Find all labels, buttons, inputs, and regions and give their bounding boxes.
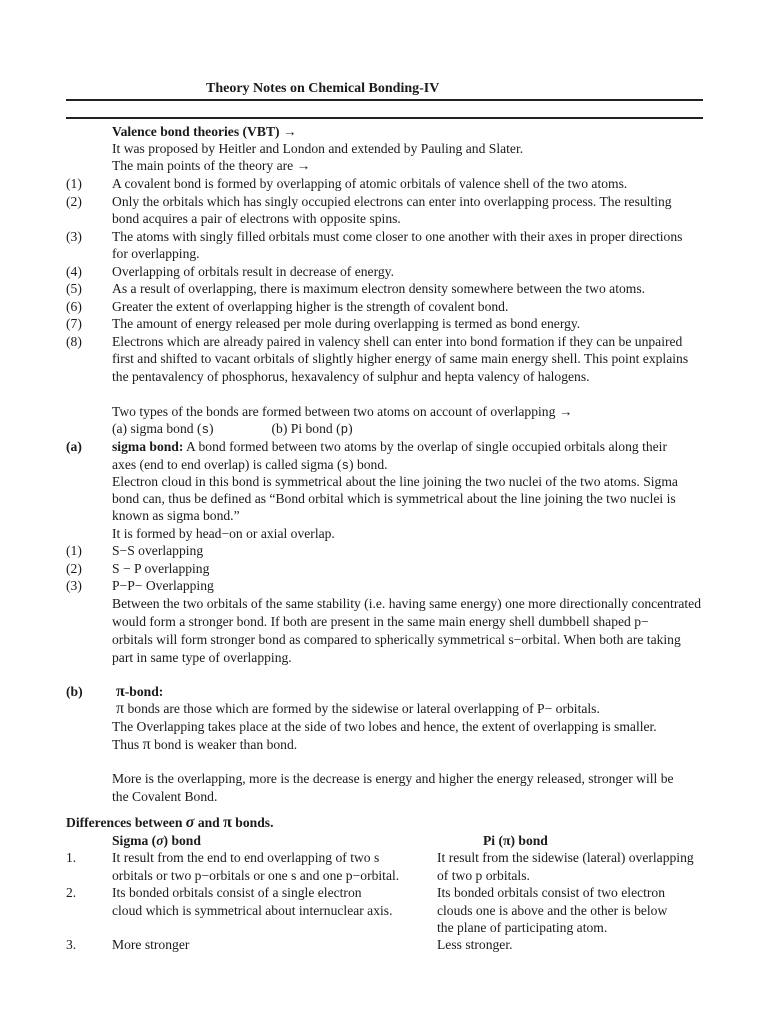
title-rule-bottom [66, 117, 703, 119]
title-rule-top [66, 99, 703, 101]
page-title: Theory Notes on Chemical Bonding-IV [206, 81, 440, 96]
